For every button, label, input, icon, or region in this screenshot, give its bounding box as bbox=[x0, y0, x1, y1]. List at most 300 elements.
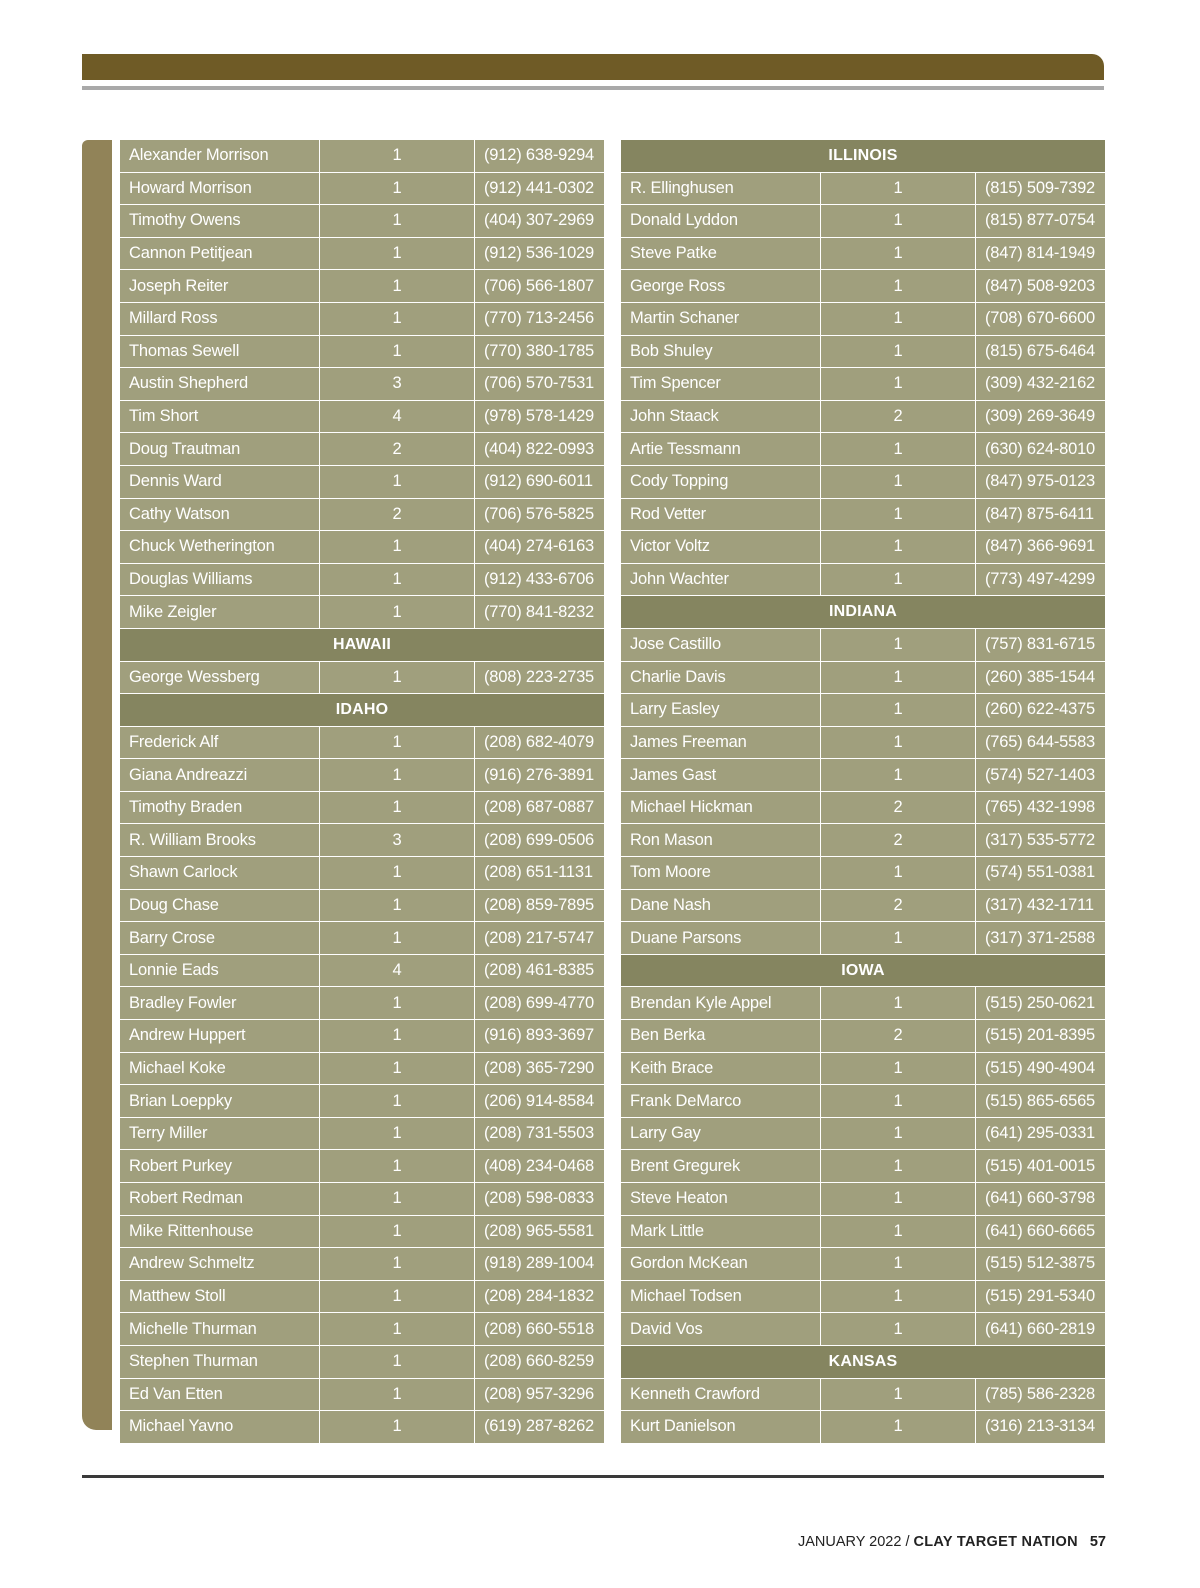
phone-cell: (847) 814-1949 bbox=[985, 244, 1096, 263]
name-cell: Barry Crose bbox=[120, 922, 320, 954]
name-cell: George Wessberg bbox=[120, 662, 320, 694]
table-row bbox=[621, 1085, 1105, 1118]
phone-cell: (515) 250-0621 bbox=[985, 993, 1096, 1012]
name-cell: Bob Shuley bbox=[621, 336, 821, 368]
phone-cell: (706) 566-1807 bbox=[484, 276, 595, 295]
count-cell: 1 bbox=[320, 466, 475, 498]
phone-cell: (847) 875-6411 bbox=[985, 504, 1094, 523]
name-cell: Cannon Petitjean bbox=[120, 238, 320, 270]
count-cell: 1 bbox=[821, 205, 976, 237]
phone-cell: (574) 551-0381 bbox=[985, 863, 1096, 882]
table-row bbox=[120, 890, 604, 923]
table-row bbox=[120, 922, 604, 955]
table-row bbox=[621, 1379, 1105, 1412]
count-cell: 3 bbox=[320, 368, 475, 400]
count-cell: 1 bbox=[320, 1281, 475, 1313]
table-row bbox=[120, 173, 604, 206]
table-row bbox=[120, 205, 604, 238]
phone-cell: (208) 731-5503 bbox=[484, 1124, 595, 1143]
name-cell: Brendan Kyle Appel bbox=[621, 987, 821, 1019]
state-header bbox=[621, 1346, 1105, 1379]
name-cell: Chuck Wetherington bbox=[120, 531, 320, 563]
table-row bbox=[621, 1281, 1105, 1314]
table-row bbox=[120, 1411, 604, 1444]
phone-cell: (260) 622-4375 bbox=[985, 700, 1096, 719]
page-footer bbox=[798, 1534, 1106, 1550]
phone-cell: (912) 433-6706 bbox=[484, 570, 595, 589]
phone-cell: (815) 877-0754 bbox=[985, 211, 1096, 230]
count-cell: 2 bbox=[320, 433, 475, 465]
table-row bbox=[120, 1281, 604, 1314]
name-cell: Douglas Williams bbox=[120, 564, 320, 596]
table-row bbox=[120, 1053, 604, 1086]
name-cell: Giana Andreazzi bbox=[120, 759, 320, 791]
phone-cell: (785) 586-2328 bbox=[985, 1384, 1096, 1403]
table-row bbox=[120, 564, 604, 597]
table-row bbox=[120, 499, 604, 532]
count-cell: 1 bbox=[821, 173, 976, 205]
phone-cell: (708) 670-6600 bbox=[985, 309, 1096, 328]
count-cell: 1 bbox=[320, 1313, 475, 1345]
table-row bbox=[120, 824, 604, 857]
header-rule bbox=[82, 86, 1104, 90]
phone-cell: (918) 289-1004 bbox=[484, 1254, 595, 1273]
name-cell: Gordon McKean bbox=[621, 1248, 821, 1280]
state-header bbox=[621, 955, 1105, 988]
name-cell: Terry Miller bbox=[120, 1118, 320, 1150]
table-row bbox=[621, 564, 1105, 597]
phone-cell: (515) 865-6565 bbox=[985, 1091, 1096, 1110]
table-row bbox=[621, 1183, 1105, 1216]
phone-cell: (912) 536-1029 bbox=[484, 244, 595, 263]
name-cell: Lonnie Eads bbox=[120, 955, 320, 987]
state-header bbox=[120, 694, 604, 727]
name-cell: Donald Lyddon bbox=[621, 205, 821, 237]
state-label: IDAHO bbox=[335, 700, 389, 718]
phone-cell: (912) 638-9294 bbox=[484, 146, 595, 165]
name-cell: John Wachter bbox=[621, 564, 821, 596]
count-cell: 1 bbox=[821, 1118, 976, 1150]
phone-cell: (208) 660-8259 bbox=[484, 1352, 595, 1371]
name-cell: John Staack bbox=[621, 401, 821, 433]
name-cell: Brent Gregurek bbox=[621, 1150, 821, 1182]
table-row bbox=[621, 173, 1105, 206]
count-cell: 1 bbox=[821, 1085, 976, 1117]
count-cell: 1 bbox=[821, 531, 976, 563]
count-cell: 1 bbox=[821, 694, 976, 726]
table-row bbox=[120, 1313, 604, 1346]
name-cell: Charlie Davis bbox=[621, 662, 821, 694]
count-cell: 1 bbox=[821, 987, 976, 1019]
table-row bbox=[120, 140, 604, 173]
count-cell: 1 bbox=[821, 629, 976, 661]
name-cell: Kenneth Crawford bbox=[621, 1379, 821, 1411]
name-cell: Austin Shepherd bbox=[120, 368, 320, 400]
count-cell: 1 bbox=[821, 564, 976, 596]
phone-cell: (208) 651-1131 bbox=[484, 863, 593, 882]
name-cell: Michael Todsen bbox=[621, 1281, 821, 1313]
table-row bbox=[120, 727, 604, 760]
count-cell: 1 bbox=[320, 1020, 475, 1052]
phone-cell: (815) 509-7392 bbox=[985, 178, 1096, 197]
table-row bbox=[621, 531, 1105, 564]
phone-cell: (808) 223-2735 bbox=[484, 667, 595, 686]
count-cell: 1 bbox=[320, 890, 475, 922]
table-row bbox=[120, 1020, 604, 1053]
name-cell: Michael Yavno bbox=[120, 1411, 320, 1443]
table-row bbox=[621, 336, 1105, 369]
phone-cell: (765) 432-1998 bbox=[985, 798, 1096, 817]
count-cell: 1 bbox=[320, 1411, 475, 1443]
count-cell: 1 bbox=[821, 270, 976, 302]
count-cell: 1 bbox=[821, 1183, 976, 1215]
phone-cell: (208) 699-0506 bbox=[484, 830, 595, 849]
state-label: INDIANA bbox=[828, 603, 898, 621]
name-cell: James Freeman bbox=[621, 727, 821, 759]
phone-cell: (770) 713-2456 bbox=[484, 309, 595, 328]
phone-cell: (515) 490-4904 bbox=[985, 1058, 1096, 1077]
table-row bbox=[621, 303, 1105, 336]
table-row bbox=[621, 890, 1105, 923]
footer-date: JANUARY 2022 bbox=[798, 1534, 902, 1550]
count-cell: 1 bbox=[320, 173, 475, 205]
table-row bbox=[120, 238, 604, 271]
count-cell: 1 bbox=[320, 596, 475, 628]
phone-cell: (208) 699-4770 bbox=[484, 993, 595, 1012]
table-row bbox=[621, 629, 1105, 662]
phone-cell: (404) 822-0993 bbox=[484, 439, 595, 458]
count-cell: 1 bbox=[320, 1085, 475, 1117]
table-row bbox=[120, 759, 604, 792]
count-cell: 1 bbox=[320, 922, 475, 954]
name-cell: Cody Topping bbox=[621, 466, 821, 498]
count-cell: 2 bbox=[821, 824, 976, 856]
count-cell: 1 bbox=[320, 1053, 475, 1085]
phone-cell: (912) 441-0302 bbox=[484, 178, 595, 197]
phone-cell: (706) 576-5825 bbox=[484, 504, 595, 523]
phone-cell: (260) 385-1544 bbox=[985, 667, 1096, 686]
phone-cell: (208) 687-0887 bbox=[484, 798, 595, 817]
table-row bbox=[621, 1053, 1105, 1086]
phone-cell: (309) 432-2162 bbox=[985, 374, 1096, 393]
name-cell: Doug Chase bbox=[120, 890, 320, 922]
table-row bbox=[621, 1118, 1105, 1151]
phone-cell: (208) 859-7895 bbox=[484, 895, 595, 914]
name-cell: George Ross bbox=[621, 270, 821, 302]
table-row bbox=[120, 1085, 604, 1118]
name-cell: Millard Ross bbox=[120, 303, 320, 335]
count-cell: 2 bbox=[821, 1020, 976, 1052]
name-cell: Rod Vetter bbox=[621, 499, 821, 531]
phone-cell: (208) 965-5581 bbox=[484, 1221, 595, 1240]
count-cell: 3 bbox=[320, 824, 475, 856]
footer-separator: / bbox=[905, 1534, 910, 1550]
table-row bbox=[120, 987, 604, 1020]
phone-cell: (515) 512-3875 bbox=[985, 1254, 1096, 1273]
count-cell: 1 bbox=[821, 759, 976, 791]
phone-cell: (208) 598-0833 bbox=[484, 1189, 595, 1208]
count-cell: 1 bbox=[821, 857, 976, 889]
phone-cell: (765) 644-5583 bbox=[985, 732, 1096, 751]
table-row bbox=[621, 368, 1105, 401]
phone-cell: (916) 893-3697 bbox=[484, 1026, 595, 1045]
table-row bbox=[120, 792, 604, 825]
left-directory-table bbox=[120, 140, 604, 1444]
table-row bbox=[621, 1248, 1105, 1281]
name-cell: Alexander Morrison bbox=[120, 140, 320, 172]
count-cell: 1 bbox=[821, 303, 976, 335]
table-row bbox=[621, 759, 1105, 792]
name-cell: Frank DeMarco bbox=[621, 1085, 821, 1117]
count-cell: 1 bbox=[320, 336, 475, 368]
phone-cell: (404) 307-2969 bbox=[484, 211, 595, 230]
name-cell: Bradley Fowler bbox=[120, 987, 320, 1019]
count-cell: 1 bbox=[821, 466, 976, 498]
table-row bbox=[621, 727, 1105, 760]
name-cell: Brian Loeppky bbox=[120, 1085, 320, 1117]
table-row bbox=[621, 499, 1105, 532]
count-cell: 1 bbox=[821, 499, 976, 531]
name-cell: Mark Little bbox=[621, 1216, 821, 1248]
name-cell: Martin Schaner bbox=[621, 303, 821, 335]
header-bar bbox=[82, 54, 1104, 80]
phone-cell: (706) 570-7531 bbox=[484, 374, 595, 393]
table-row bbox=[621, 205, 1105, 238]
count-cell: 1 bbox=[320, 270, 475, 302]
phone-cell: (208) 365-7290 bbox=[484, 1058, 595, 1077]
table-row bbox=[120, 531, 604, 564]
table-row bbox=[621, 1216, 1105, 1249]
name-cell: Tim Spencer bbox=[621, 368, 821, 400]
phone-cell: (317) 432-1711 bbox=[985, 895, 1094, 914]
name-cell: Artie Tessmann bbox=[621, 433, 821, 465]
table-row bbox=[120, 433, 604, 466]
name-cell: Joseph Reiter bbox=[120, 270, 320, 302]
table-row bbox=[621, 238, 1105, 271]
count-cell: 1 bbox=[320, 564, 475, 596]
name-cell: Michael Hickman bbox=[621, 792, 821, 824]
table-row bbox=[120, 303, 604, 336]
table-row bbox=[621, 857, 1105, 890]
name-cell: R. William Brooks bbox=[120, 824, 320, 856]
name-cell: Jose Castillo bbox=[621, 629, 821, 661]
table-row bbox=[621, 1313, 1105, 1346]
phone-cell: (208) 682-4079 bbox=[484, 732, 595, 751]
table-row bbox=[120, 368, 604, 401]
state-label: IOWA bbox=[841, 961, 885, 979]
name-cell: Steve Heaton bbox=[621, 1183, 821, 1215]
phone-cell: (208) 217-5747 bbox=[484, 928, 595, 947]
footer-rule bbox=[82, 1475, 1104, 1478]
count-cell: 1 bbox=[821, 922, 976, 954]
name-cell: Dennis Ward bbox=[120, 466, 320, 498]
phone-cell: (515) 291-5340 bbox=[985, 1287, 1096, 1306]
phone-cell: (847) 508-9203 bbox=[985, 276, 1096, 295]
count-cell: 1 bbox=[821, 336, 976, 368]
footer-publication: CLAY TARGET NATION bbox=[913, 1534, 1078, 1550]
count-cell: 2 bbox=[320, 499, 475, 531]
table-row bbox=[120, 1248, 604, 1281]
name-cell: Stephen Thurman bbox=[120, 1346, 320, 1378]
count-cell: 1 bbox=[320, 303, 475, 335]
table-row bbox=[120, 401, 604, 434]
phone-cell: (317) 371-2588 bbox=[985, 928, 1096, 947]
name-cell: Dane Nash bbox=[621, 890, 821, 922]
table-row bbox=[120, 1379, 604, 1412]
name-cell: Timothy Braden bbox=[120, 792, 320, 824]
count-cell: 1 bbox=[821, 368, 976, 400]
count-cell: 1 bbox=[320, 140, 475, 172]
state-label: HAWAII bbox=[332, 635, 392, 653]
phone-cell: (208) 957-3296 bbox=[484, 1384, 595, 1403]
count-cell: 1 bbox=[320, 759, 475, 791]
name-cell: Frederick Alf bbox=[120, 727, 320, 759]
phone-cell: (978) 578-1429 bbox=[484, 407, 595, 426]
phone-cell: (641) 660-6665 bbox=[985, 1221, 1096, 1240]
count-cell: 1 bbox=[821, 238, 976, 270]
phone-cell: (208) 284-1832 bbox=[484, 1287, 595, 1306]
phone-cell: (408) 234-0468 bbox=[484, 1156, 595, 1175]
name-cell: James Gast bbox=[621, 759, 821, 791]
count-cell: 1 bbox=[320, 1216, 475, 1248]
count-cell: 1 bbox=[320, 1379, 475, 1411]
phone-cell: (847) 366-9691 bbox=[985, 537, 1096, 556]
table-row bbox=[621, 1411, 1105, 1444]
table-row bbox=[621, 792, 1105, 825]
name-cell: Doug Trautman bbox=[120, 433, 320, 465]
name-cell: Thomas Sewell bbox=[120, 336, 320, 368]
table-row bbox=[120, 336, 604, 369]
count-cell: 1 bbox=[320, 1183, 475, 1215]
phone-cell: (574) 527-1403 bbox=[985, 765, 1096, 784]
count-cell: 1 bbox=[821, 1281, 976, 1313]
count-cell: 1 bbox=[821, 433, 976, 465]
count-cell: 1 bbox=[821, 1248, 976, 1280]
state-header bbox=[120, 629, 604, 662]
table-row bbox=[621, 1150, 1105, 1183]
name-cell: Steve Patke bbox=[621, 238, 821, 270]
name-cell: Mike Zeigler bbox=[120, 596, 320, 628]
phone-cell: (912) 690-6011 bbox=[484, 472, 593, 491]
count-cell: 1 bbox=[320, 1118, 475, 1150]
phone-cell: (515) 201-8395 bbox=[985, 1026, 1096, 1045]
count-cell: 1 bbox=[821, 1411, 976, 1443]
table-row bbox=[621, 1020, 1105, 1053]
name-cell: Duane Parsons bbox=[621, 922, 821, 954]
count-cell: 1 bbox=[320, 1346, 475, 1378]
name-cell: Ed Van Etten bbox=[120, 1379, 320, 1411]
phone-cell: (317) 535-5772 bbox=[985, 830, 1096, 849]
phone-cell: (916) 276-3891 bbox=[484, 765, 595, 784]
table-row bbox=[120, 1216, 604, 1249]
phone-cell: (404) 274-6163 bbox=[484, 537, 595, 556]
phone-cell: (847) 975-0123 bbox=[985, 472, 1096, 491]
phone-cell: (515) 401-0015 bbox=[985, 1156, 1096, 1175]
phone-cell: (641) 660-3798 bbox=[985, 1189, 1096, 1208]
name-cell: Mike Rittenhouse bbox=[120, 1216, 320, 1248]
table-row bbox=[120, 270, 604, 303]
table-row bbox=[621, 270, 1105, 303]
name-cell: Andrew Huppert bbox=[120, 1020, 320, 1052]
name-cell: Tim Short bbox=[120, 401, 320, 433]
count-cell: 1 bbox=[320, 1150, 475, 1182]
table-row bbox=[621, 694, 1105, 727]
count-cell: 1 bbox=[320, 1248, 475, 1280]
name-cell: Larry Easley bbox=[621, 694, 821, 726]
name-cell: Victor Voltz bbox=[621, 531, 821, 563]
table-row bbox=[621, 433, 1105, 466]
count-cell: 4 bbox=[320, 401, 475, 433]
table-row bbox=[621, 662, 1105, 695]
name-cell: Keith Brace bbox=[621, 1053, 821, 1085]
right-directory-table bbox=[621, 140, 1105, 1444]
table-row bbox=[621, 824, 1105, 857]
table-row bbox=[120, 1183, 604, 1216]
name-cell: Ron Mason bbox=[621, 824, 821, 856]
table-row bbox=[120, 466, 604, 499]
phone-cell: (757) 831-6715 bbox=[985, 635, 1096, 654]
count-cell: 1 bbox=[320, 857, 475, 889]
count-cell: 4 bbox=[320, 955, 475, 987]
phone-cell: (815) 675-6464 bbox=[985, 341, 1096, 360]
phone-cell: (770) 380-1785 bbox=[484, 341, 595, 360]
count-cell: 2 bbox=[821, 890, 976, 922]
count-cell: 1 bbox=[320, 792, 475, 824]
count-cell: 1 bbox=[821, 1053, 976, 1085]
count-cell: 1 bbox=[320, 238, 475, 270]
name-cell: Michelle Thurman bbox=[120, 1313, 320, 1345]
phone-cell: (208) 660-5518 bbox=[484, 1319, 595, 1338]
table-row bbox=[621, 987, 1105, 1020]
count-cell: 2 bbox=[821, 401, 976, 433]
phone-cell: (619) 287-8262 bbox=[484, 1417, 595, 1436]
count-cell: 1 bbox=[320, 987, 475, 1019]
count-cell: 1 bbox=[821, 662, 976, 694]
phone-cell: (206) 914-8584 bbox=[484, 1091, 595, 1110]
name-cell: Timothy Owens bbox=[120, 205, 320, 237]
name-cell: Shawn Carlock bbox=[120, 857, 320, 889]
table-row bbox=[120, 596, 604, 629]
name-cell: Cathy Watson bbox=[120, 499, 320, 531]
table-row bbox=[120, 1346, 604, 1379]
name-cell: Andrew Schmeltz bbox=[120, 1248, 320, 1280]
table-row bbox=[120, 662, 604, 695]
state-label: KANSAS bbox=[828, 1352, 898, 1370]
count-cell: 1 bbox=[821, 1150, 976, 1182]
state-header bbox=[621, 596, 1105, 629]
phone-cell: (641) 295-0331 bbox=[985, 1124, 1096, 1143]
phone-cell: (208) 461-8385 bbox=[484, 961, 595, 980]
name-cell: Larry Gay bbox=[621, 1118, 821, 1150]
name-cell: Michael Koke bbox=[120, 1053, 320, 1085]
table-row bbox=[120, 857, 604, 890]
side-tab bbox=[82, 140, 112, 1430]
phone-cell: (770) 841-8232 bbox=[484, 602, 595, 621]
phone-cell: (630) 624-8010 bbox=[985, 439, 1096, 458]
count-cell: 1 bbox=[320, 662, 475, 694]
state-label: ILLINOIS bbox=[828, 146, 898, 164]
name-cell: Ben Berka bbox=[621, 1020, 821, 1052]
count-cell: 1 bbox=[821, 1216, 976, 1248]
table-row bbox=[621, 922, 1105, 955]
name-cell: Tom Moore bbox=[621, 857, 821, 889]
name-cell: Matthew Stoll bbox=[120, 1281, 320, 1313]
count-cell: 1 bbox=[821, 1379, 976, 1411]
name-cell: Robert Purkey bbox=[120, 1150, 320, 1182]
phone-cell: (309) 269-3649 bbox=[985, 407, 1096, 426]
count-cell: 1 bbox=[320, 205, 475, 237]
name-cell: Howard Morrison bbox=[120, 173, 320, 205]
